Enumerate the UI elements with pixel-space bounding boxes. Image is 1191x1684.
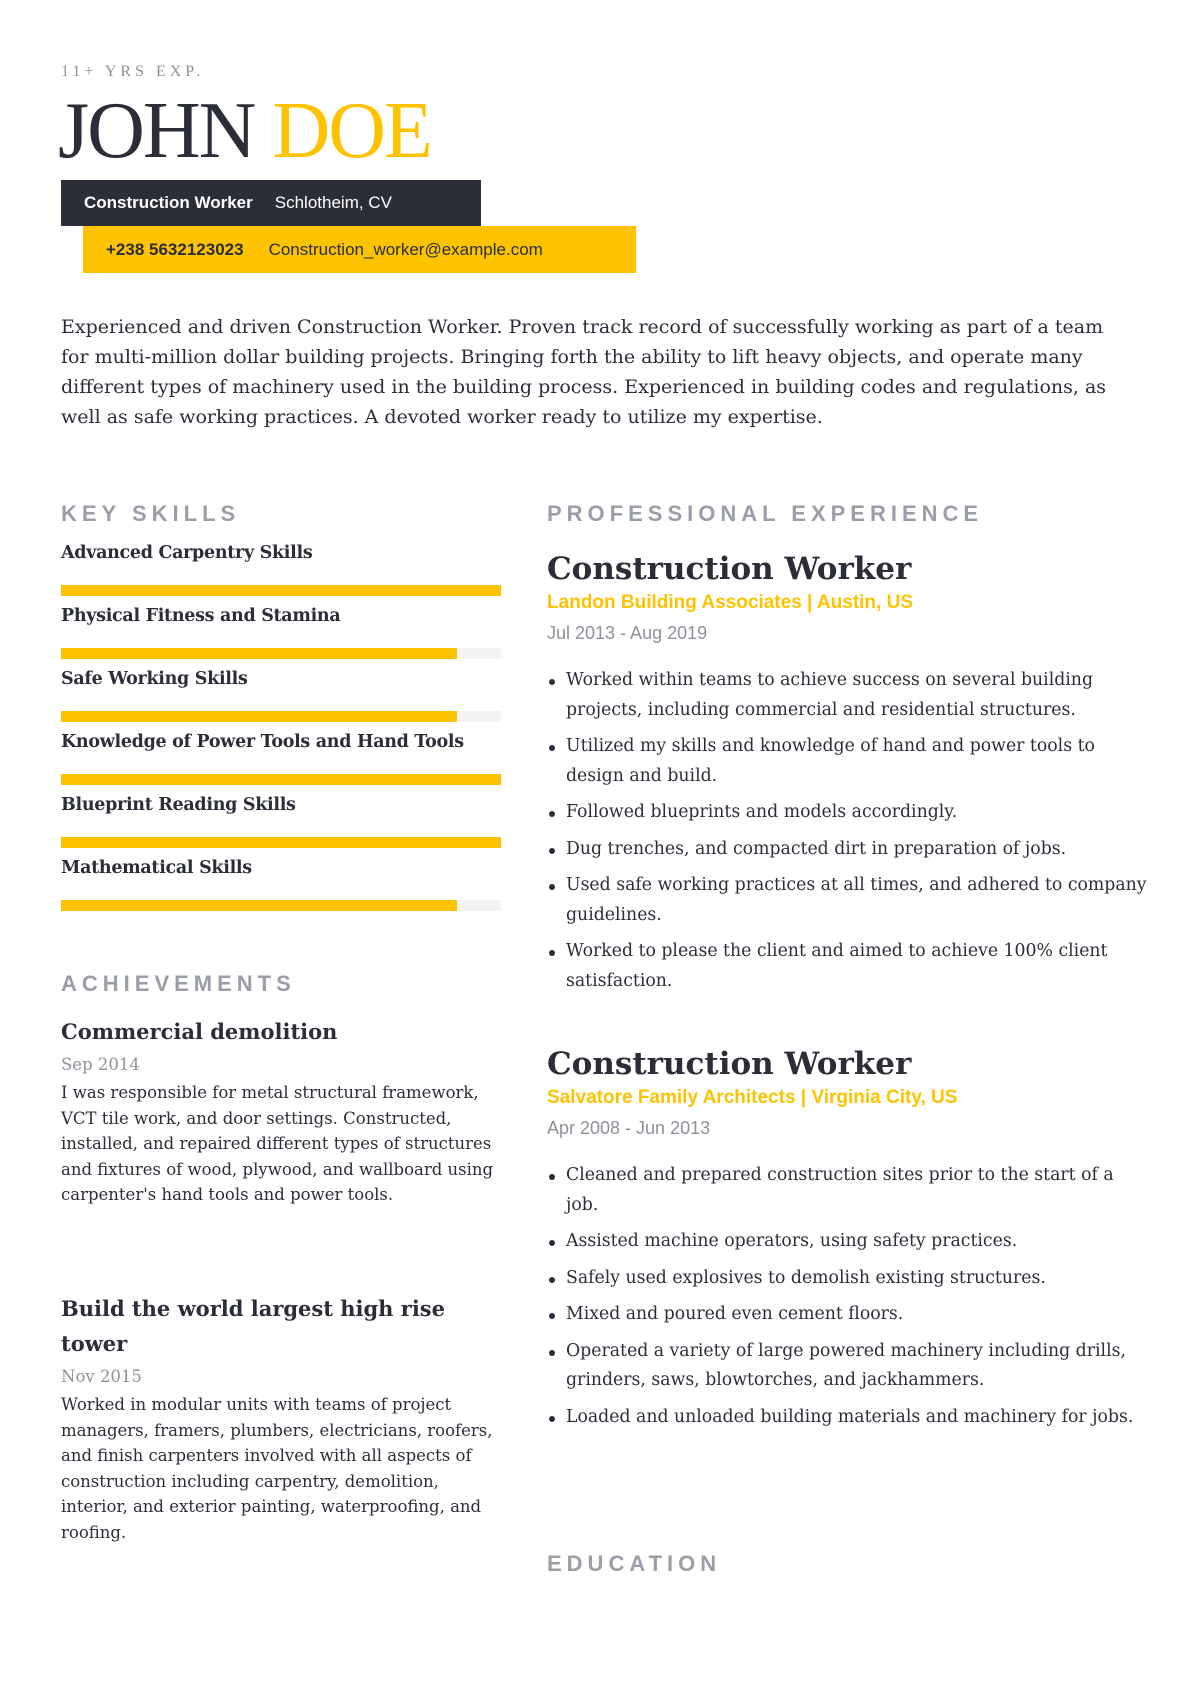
skill-item bbox=[61, 795, 501, 848]
skill-item bbox=[61, 543, 501, 596]
job-bullet: Mixed and poured even cement floors. bbox=[547, 1300, 1147, 1330]
job-title: Construction Worker bbox=[547, 1046, 912, 1082]
skill-bar bbox=[61, 648, 501, 659]
education-heading: EDUCATION bbox=[547, 1551, 722, 1576]
job-bullet: Utilized my skills and knowledge of hand and power tools to design and build. bbox=[547, 732, 1147, 791]
job-bullet: Worked within teams to achieve success on several building projects, including commercial and residential structures. bbox=[547, 666, 1147, 725]
achievement-date: Nov 2015 bbox=[61, 1367, 142, 1386]
phone[interactable]: +238 5632123023 bbox=[106, 239, 244, 259]
skill-item bbox=[61, 606, 501, 659]
skill-item bbox=[61, 858, 501, 911]
skill-bar bbox=[61, 774, 501, 785]
skill-bar bbox=[61, 585, 501, 596]
skill-name: Physical Fitness and Stamina bbox=[61, 606, 341, 626]
job-bullets bbox=[547, 666, 1147, 996]
achievement-title: Build the world largest high rise tower bbox=[61, 1296, 445, 1356]
experience-heading: PROFESSIONAL EXPERIENCE bbox=[547, 501, 984, 526]
skill-bar bbox=[61, 900, 501, 911]
skills-heading: KEY SKILLS bbox=[61, 501, 241, 526]
skill-bar-fill bbox=[61, 774, 501, 785]
skill-name: Knowledge of Power Tools and Hand Tools bbox=[61, 732, 464, 752]
skill-name: Mathematical Skills bbox=[61, 858, 252, 878]
skill-bar-fill bbox=[61, 837, 501, 848]
skill-bar-fill bbox=[61, 900, 457, 911]
job-title: Construction Worker bbox=[547, 551, 912, 587]
achievement-date: Sep 2014 bbox=[61, 1055, 140, 1074]
achievement-desc: I was responsible for metal structural framework, VCT tile work, and door settings. Constructed, installed, and repaired different types of structures and fixtures of wood, plywood, and wallboard using carpenter's hand tools and power tools. bbox=[61, 1083, 494, 1204]
summary: Experienced and driven Construction Worker. Proven track record of successfully working as part of a team for multi-million dollar building projects. Bringing forth the ability to lift heavy objects, and operate many different types of machinery used in the building process. Experienced in building codes and regulations, as well as safe working practices. A devoted worker ready to utilize my expertise. bbox=[61, 316, 1107, 428]
email[interactable]: Construction_worker@example.com bbox=[268, 239, 543, 259]
contact-bar bbox=[83, 226, 636, 273]
skill-bar-fill bbox=[61, 711, 457, 722]
skill-name: Blueprint Reading Skills bbox=[61, 795, 296, 815]
achievement-item bbox=[61, 1291, 493, 1545]
job-bullet: Dug trenches, and compacted dirt in preparation of jobs. bbox=[547, 835, 1147, 865]
job-bullet: Worked to please the client and aimed to achieve 100% client satisfaction. bbox=[547, 937, 1147, 996]
achievement-title: Commercial demolition bbox=[61, 1019, 338, 1044]
skill-item bbox=[61, 732, 501, 785]
title-bar bbox=[61, 180, 481, 226]
job-title: Construction Worker bbox=[84, 193, 253, 212]
skill-bar bbox=[61, 711, 501, 722]
years-experience: 11+ YRS EXP. bbox=[61, 63, 205, 80]
job-dates: Apr 2008 - Jun 2013 bbox=[547, 1118, 711, 1138]
job-bullet: Cleaned and prepared construction sites prior to the start of a job. bbox=[547, 1161, 1147, 1220]
achievement-desc: Worked in modular units with teams of project managers, framers, plumbers, electricians, roofers, and finish carpenters involved with all aspects of construction including carpentry, demolition, interior, and exterior painting, waterproofing, and roofing. bbox=[61, 1395, 493, 1542]
job-bullet: Safely used explosives to demolish existing structures. bbox=[547, 1264, 1147, 1294]
job-company: Salvatore Family Architects | Virginia City, US bbox=[547, 1087, 958, 1108]
skill-bar bbox=[61, 837, 501, 848]
achievements-heading: ACHIEVEMENTS bbox=[61, 971, 296, 996]
job-entry bbox=[547, 1045, 1147, 1439]
skill-bar-fill bbox=[61, 585, 501, 596]
location: Schlotheim, CV bbox=[274, 193, 392, 212]
job-bullet: Loaded and unloaded building materials and machinery for jobs. bbox=[547, 1403, 1147, 1433]
job-entry bbox=[547, 550, 1147, 1003]
job-bullets bbox=[547, 1161, 1147, 1432]
last-name: DOE bbox=[272, 87, 431, 175]
first-name: JOHN bbox=[58, 87, 255, 175]
job-company: Landon Building Associates | Austin, US bbox=[547, 592, 913, 613]
job-bullet: Followed blueprints and models accordingly. bbox=[547, 798, 1147, 828]
candidate-name bbox=[58, 86, 431, 176]
job-bullet: Used safe working practices at all times, and adhered to company guidelines. bbox=[547, 871, 1147, 930]
job-bullet: Operated a variety of large powered machinery including drills, grinders, saws, blowtorches, and jackhammers. bbox=[547, 1337, 1147, 1396]
skill-bar-fill bbox=[61, 648, 457, 659]
skill-name: Advanced Carpentry Skills bbox=[61, 543, 313, 563]
skill-name: Safe Working Skills bbox=[61, 669, 248, 689]
skill-item bbox=[61, 669, 501, 722]
achievement-item bbox=[61, 1014, 506, 1208]
job-bullet: Assisted machine operators, using safety practices. bbox=[547, 1227, 1147, 1257]
job-dates: Jul 2013 - Aug 2019 bbox=[547, 623, 708, 643]
